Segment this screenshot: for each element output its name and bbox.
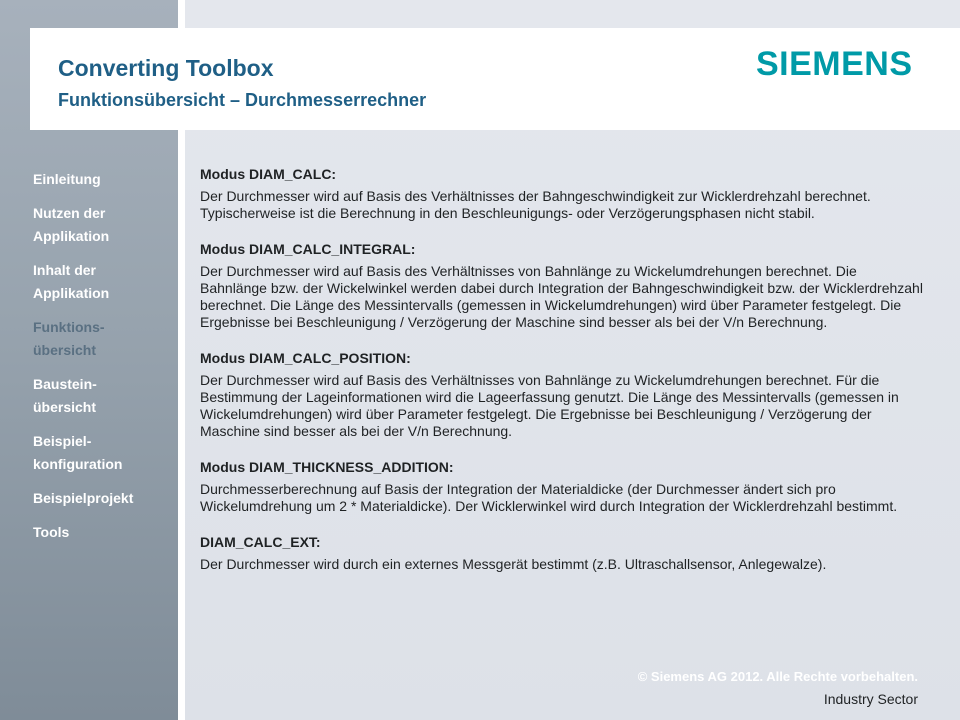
content-area xyxy=(200,165,925,591)
mode-title: DIAM_CALC_EXT: xyxy=(200,534,321,550)
siemens-logo: SIEMENS xyxy=(756,45,913,83)
mode-description: Durchmesserberechnung auf Basis der Integration der Materialdicke (der Durchmesser ändert sich pro Wickelumdrehung um 2 * Materialdicke). Der Wicklerwinkel wird durch Integration der Wicklerdrehzahl bestimmt. xyxy=(200,481,898,514)
mode-section xyxy=(200,533,925,573)
sidebar-item-beispielprojekt[interactable]: Beispielprojekt xyxy=(33,490,134,506)
mode-title: Modus DIAM_CALC_INTEGRAL: xyxy=(200,241,416,257)
industry-sector-label: Industry Sector xyxy=(823,691,918,707)
sidebar-item-einleitung[interactable]: Einleitung xyxy=(33,171,101,187)
sidebar-item-inhalt[interactable]: Inhalt der Applikation xyxy=(33,262,110,301)
sidebar-item-beispielkonfiguration[interactable]: Beispiel- konfiguration xyxy=(33,433,123,472)
mode-description: Der Durchmesser wird auf Basis des Verhältnisses von Bahnlänge zu Wickelumdrehungen berechnet. Für die Bestimmung der Lageinformationen wird die Lageerfassung genutzt. Die Länge des Messintervalls (gemessen in Wickelumdrehungen) wird über Parameter festgelegt. Die Ergebnisse bei Beschleunigung / Verzögerung der Maschine sind besser als bei der V/n Berechnung. xyxy=(200,372,899,439)
copyright-notice: © Siemens AG 2012. Alle Rechte vorbehalten. xyxy=(637,669,918,684)
sidebar-item-nutzen[interactable]: Nutzen der Applikation xyxy=(33,205,110,244)
sidebar-item-tools[interactable]: Tools xyxy=(33,524,70,540)
mode-title: Modus DIAM_CALC: xyxy=(200,166,337,182)
slide-subtitle: Funktionsübersicht – Durchmesserrechner xyxy=(58,90,427,110)
mode-description: Der Durchmesser wird durch ein externes Messgerät bestimmt (z.B. Ultraschallsensor, Anlegewalze). xyxy=(200,556,827,572)
mode-section xyxy=(200,349,925,440)
sidebar-item-bausteinuebersicht[interactable]: Baustein- übersicht xyxy=(33,376,97,415)
mode-section xyxy=(200,458,925,515)
sidebar-item-funktionsuebersicht[interactable]: Funktions- übersicht xyxy=(33,319,105,358)
mode-section xyxy=(200,240,925,331)
slide-title: Converting Toolbox xyxy=(58,55,274,81)
sidebar-nav xyxy=(33,168,173,555)
mode-section xyxy=(200,165,925,222)
mode-description: Der Durchmesser wird auf Basis des Verhältnisses von Bahnlänge zu Wickelumdrehungen berechnet. Die Bahnlänge bzw. der Wickelwinkel werden dabei durch Integration der Bahngeschwindigkeit bzw. der Wicklerdrehzahl berechnet. Die Länge des Messintervalls (gemessen in Wickelumdrehungen) wird über Parameter festgelegt. Die Ergebnisse bei Beschleunigung / Verzögerung der Maschine sind besser als bei der V/n Berechnung. xyxy=(200,263,923,330)
mode-title: Modus DIAM_THICKNESS_ADDITION: xyxy=(200,459,454,475)
mode-title: Modus DIAM_CALC_POSITION: xyxy=(200,350,411,366)
mode-description: Der Durchmesser wird auf Basis des Verhältnisses der Bahngeschwindigkeit zur Wicklerdrehzahl berechnet. Typischerweise ist die Berechnung in den Beschleunigungs- oder Verzögerungsphasen nicht stabil. xyxy=(200,188,871,221)
